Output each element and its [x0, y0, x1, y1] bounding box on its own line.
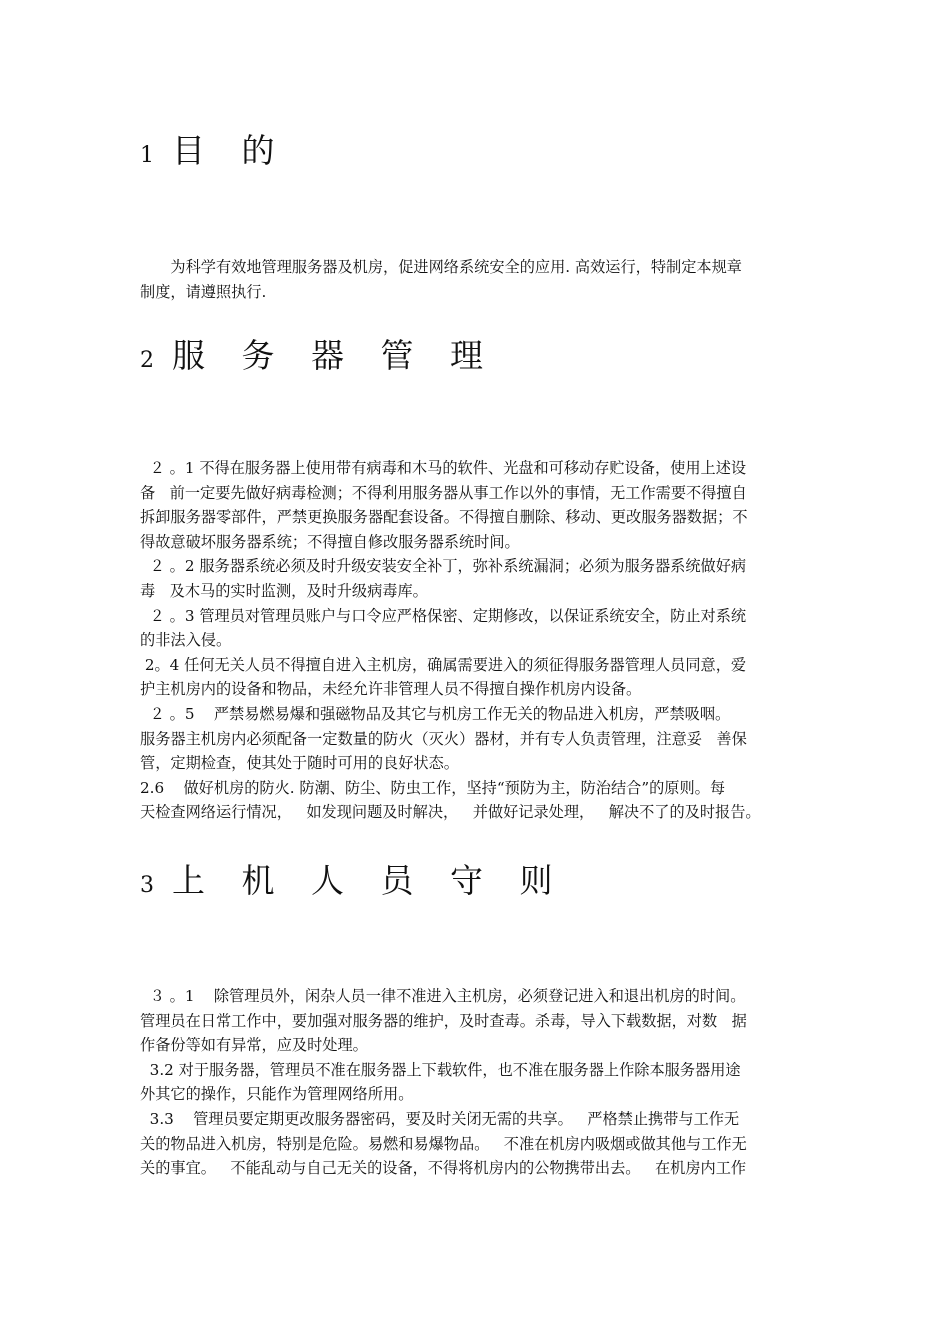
section-number: 3 — [140, 873, 154, 898]
text-line: 得故意破坏服务器系统；不得擅自修改服务器系统时间。 — [140, 532, 520, 551]
text-line: 2。4 任何无关人员不得擅自进入主机房，确属需要进入的须征得服务器管理人员同意，爱 — [140, 655, 747, 674]
text-line: ２ 。5 严禁易燃易爆和强磁物品及其它与机房工作无关的物品进入机房，严禁吸咽。 — [140, 704, 731, 723]
section-1-heading — [140, 131, 288, 170]
section-title: 服 务 器 管 理 — [172, 336, 496, 375]
section-title: 目 的 — [172, 131, 288, 170]
section-3-body — [140, 984, 820, 1181]
text-line: ２ 。3 管理员对管理员账户与口令应严格保密、定期修改，以保证系统安全，防止对系统 — [140, 606, 747, 625]
text-line: 管，定期检查，使其处于随时可用的良好状态。 — [140, 754, 459, 773]
text-line: 服务器主机房内必须配备一定数量的防火（灭火）器材，并有专人负责管理，注意妥 善保 — [140, 729, 747, 748]
section-2-heading — [140, 336, 496, 375]
text-line: ２ 。1 不得在服务器上使用带有病毒和木马的软件、光盘和可移动存贮设备，使用上述设 — [140, 459, 747, 477]
section-number: 1 — [140, 143, 154, 168]
text-line: 天检查网络运行情况， 如发现问题及时解决， 并做好记录处理， 解决不了的及时报告。 — [140, 803, 761, 822]
text-line: 外其它的操作，只能作为管理网络所用。 — [140, 1085, 414, 1104]
section-1-paragraph — [140, 255, 820, 304]
text-line: 管理员在日常工作中，要加强对服务器的维护，及时查毒。杀毒，导入下载数据，对数 据 — [140, 1011, 747, 1030]
text-line: 拆卸服务器零部件，严禁更换服务器配套设备。不得擅自删除、移动、更改服务器数据；不 — [140, 508, 748, 527]
section-number: 2 — [140, 348, 154, 373]
text-line: 作备份等如有异常，应及时处理。 — [140, 1036, 368, 1055]
text-line: 关的事宜。 不能乱动与自己无关的设备，不得将机房内的公物携带出去。 在机房内工作 — [140, 1159, 747, 1178]
text-line: 备 前一定要先做好病毒检测；不得利用服务器从事工作以外的事情，无工作需要不得擅自 — [140, 483, 747, 502]
text-line: 毒 及木马的实时监测，及时升级病毒库。 — [140, 581, 428, 600]
text-line: 的非法入侵。 — [140, 631, 232, 650]
text-line: 制度，请遵照执行. — [140, 282, 267, 301]
text-line: 3.3 管理员要定期更改服务器密码，要及时关闭无需的共享。 严格禁止携带与工作无 — [140, 1109, 740, 1128]
text-line: ３ 。1 除管理员外，闲杂人员一律不准进入主机房，必须登记进入和退出机房的时间。 — [140, 987, 746, 1005]
section-2-body — [140, 456, 820, 825]
text-line: ２ 。2 服务器系统必须及时升级安装安全补丁，弥补系统漏洞；必须为服务器系统做好病 — [140, 557, 747, 576]
text-line: 关的物品进入机房，特别是危险。易燃和易爆物品。 不准在机房内吸烟或做其他与工作无 — [140, 1134, 747, 1153]
section-title: 上 机 人 员 守 则 — [172, 861, 566, 900]
text-line: 3.2 对于服务器，管理员不准在服务器上下载软件，也不准在服务器上作除本服务器用途 — [140, 1060, 741, 1079]
text-line: 护主机房内的设备和物品，未经允许非管理人员不得擅自操作机房内设备。 — [140, 680, 642, 699]
text-line: 2.6 做好机房的防火. 防潮、防尘、防虫工作，坚持“预防为主，防治结合”的原则。每 — [140, 778, 726, 797]
section-3-heading — [140, 861, 566, 900]
text-line: 为科学有效地管理服务器及机房，促进网络系统安全的应用. 高效运行，特制定本规章 — [140, 258, 742, 276]
